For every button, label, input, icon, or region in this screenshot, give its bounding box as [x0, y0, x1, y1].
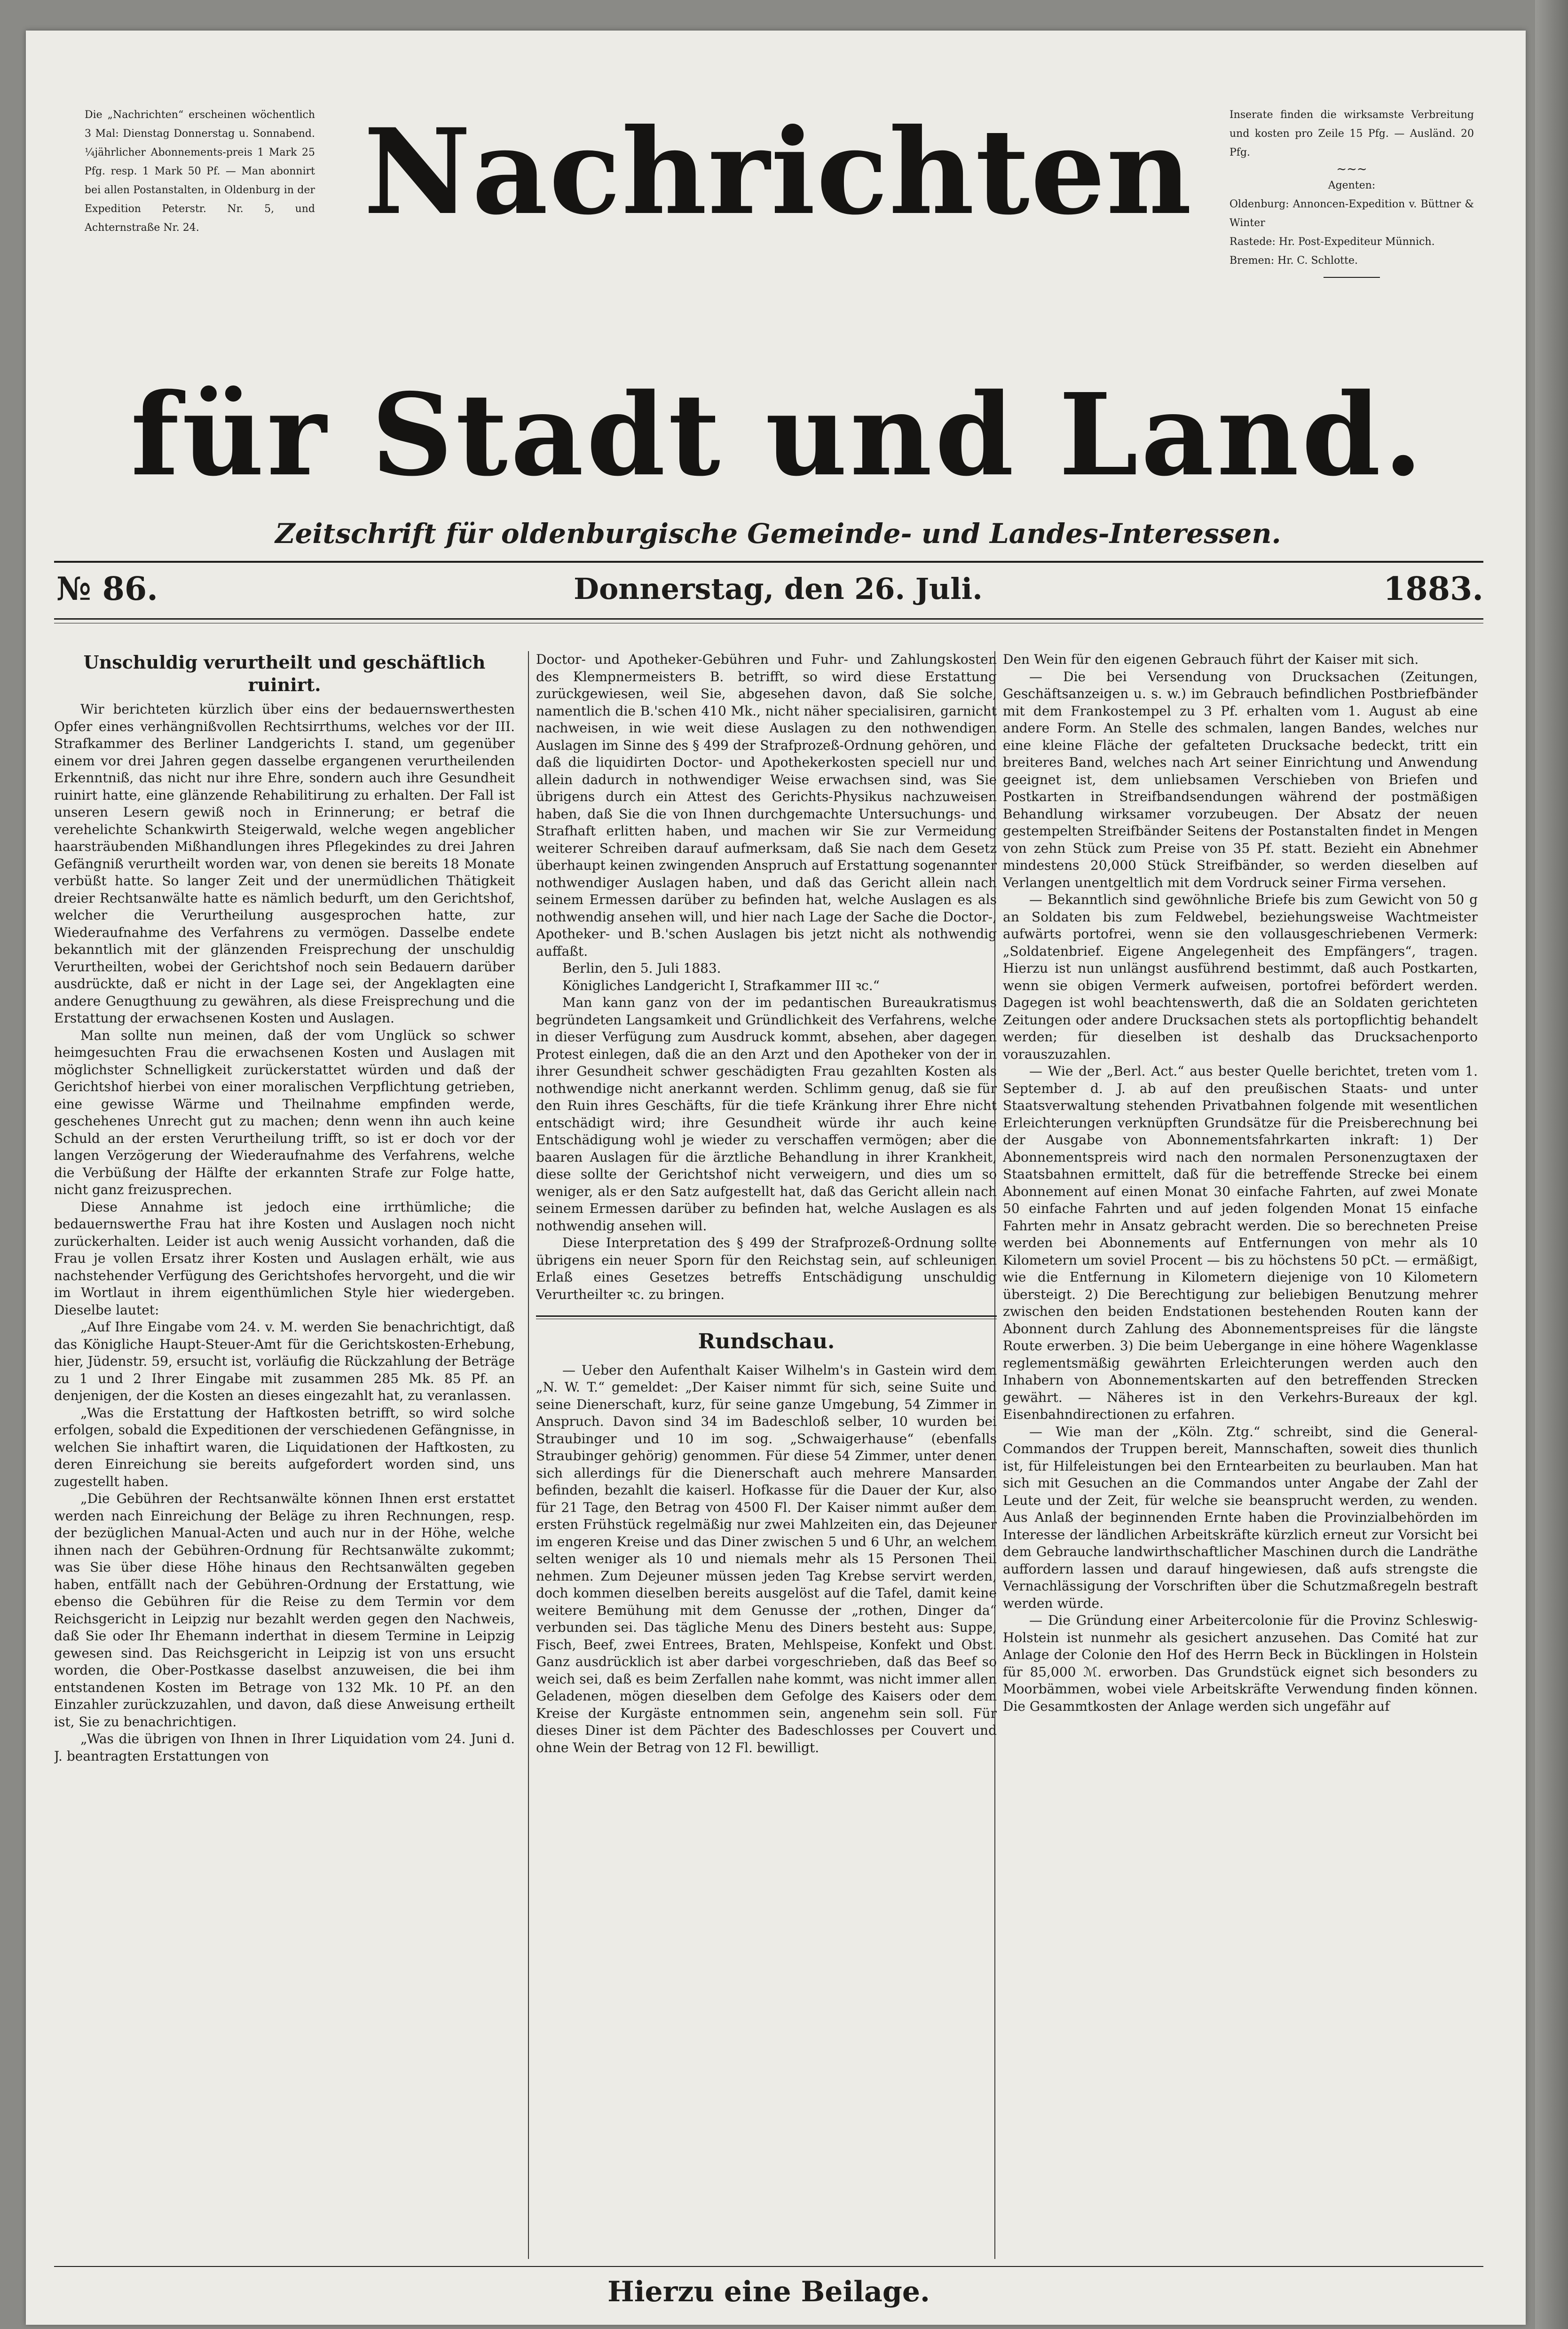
- subscription-info-text: Die „Nachrichten“ erscheinen wöchentlich 3 Mal: Dienstag Donnerstag u. Sonnabend. ¼jährlicher Abonnements-preis 1 Mark 25 Pfg. resp. 1 Mark 50 Pf. — Man abonnirt bei allen Postanstalten, in Oldenburg in der Expedition Peterstr. Nr. 5, und Achternstraße Nr. 24.: [85, 109, 315, 234]
- issue-number: № 86.: [56, 570, 158, 608]
- news-item: — Die Gründung einer Arbeitercolonie für die Provinz Schleswig-Holstein ist nunmehr als gesichert anzusehen. Das Comité hat zur Anlage der Colonie den Hof des Herrn Beck in Bücklingen in Holstein für 85,000 ℳ. erworben. Das Grundstück eignet sich besonders zu Moorbämmen, wobei viele Arbeitskräfte Verwendung finden können. Die Gesammtkosten der Anlage werden sich ungefähr auf: [1003, 1613, 1478, 1714]
- agent-bremen: Bremen: Hr. C. Schlotte.: [1229, 255, 1358, 267]
- agents-heading: Agenten:: [1328, 180, 1376, 191]
- masthead-title-line2: für Stadt und Land.: [130, 369, 1426, 501]
- ornament-divider: ~~~: [1336, 162, 1367, 176]
- column-divider-1: [528, 651, 529, 2259]
- article-paragraph: Man sollte nun meinen, daß der vom Unglück so schwer heimgesuchten Frau die erwachsenen Kosten und Auslagen mit möglichster Schnelligkeit zurückerstattet würden und daß der Gerichtshof hierbei von einer moralischen Verpflichtung getrieben, eine gewisse Wärme und Theilnahme empfinden werde, geschehenes Unrecht gut zu machen; denn wenn ihn auch keine Schuld an der ersten Verurtheilung trifft, so ist er doch vor der langen Verzögerung der Wiederaufnahme des Verfahrens, welche die Verbüßung der Hälfte der erkannten Strafe zur Folge hatte, nicht ganz freizusprechen.: [54, 1027, 515, 1197]
- section-title-rundschau: Rundschau.: [698, 1330, 835, 1353]
- article-paragraph: „Was die Erstattung der Haftkosten betrifft, so wird solche erfolgen, sobald die Expeditionen der verschiedenen Gefängnisse, in welchen Sie inhaftirt waren, die Liquidationen der Haftkosten, zu deren Einreichung sie bereits aufgefordert worden sind, uns zugestellt haben.: [54, 1405, 515, 1489]
- section-divider: [536, 1315, 997, 1319]
- news-item: — Wie der „Berl. Act.“ aus bester Quelle berichtet, treten vom 1. September d. J. ab auf den preußischen Staats- und unter Staatsverwaltung stehenden Privatbahnen folgende mit wesentlichen Erleichterungen verknüpften Grundsätze für die Preisberechnung bei der Ausgabe von Abonnementsfahrkarten inkraft: 1) Der Abonnementspreis wird nach den normalen Personenzugtaxen der Staatsbahnen ermittelt, daß für die betreffende Strecke bei einem Abonnement auf einen Monat 30 einfache Fahrten, auf zwei Monate 50 einfache Fahrten und auf jeden folgenden Monat 15 einfache Fahrten mehr in Ansatz gebracht werden. Die so berechneten Preise werden bei Abonnements auf Entfernungen von mehr als 10 Kilometern um soviel Procent — bis zu höchstens 50 pCt. — ermäßigt, wie die Entfernung in Kilometern diejenige von 10 Kilometern übersteigt. 2) Die Berechtigung zur beliebigen Benutzung mehrer zwischen den beiden Endstationen bestehenden Routen kann der Abonnent durch Zahlung des Abonnementspreises für die längste Route erwerben. 3) Die beim Uebergange in eine höhere Wagenklasse reglementsmäßig gewährten Erleichterungen werden auch den Inhabern von Abonnementskarten auf den betreffenden Strecken gewährt. — Näheres ist in den Verkehrs-Bureaux der kgl. Eisenbahndirectionen zu erfahren.: [1003, 1063, 1478, 1422]
- supplement-notice: Hierzu eine Beilage.: [607, 2275, 930, 2308]
- advertising-box-rule: [1324, 277, 1380, 278]
- subscription-info-box: [85, 106, 315, 237]
- advertising-rates-text: Inserate finden die wirksamste Verbreitung und kosten pro Zeile 15 Pfg. — Ausländ. 20 Pfg.: [1229, 109, 1474, 158]
- page-binding-edge: [1535, 0, 1568, 2329]
- article-paragraph: Man kann ganz von der im pedantischen Bureaukratismus begründeten Langsamkeit und Gründlichkeit des Verfahrens, welche in dieser Verfügung zum Ausdruck kommt, absehen, aber dagegen Protest einlegen, daß die an den Arzt und den Apotheker von der in ihrer Gesundheit schwer geschädigten Frau gezahlten Kosten als nothwendige nicht anerkannt werden. Schlimm genug, daß sie für den Ruin ihres Geschäfts, für die tiefe Kränkung ihrer Ehre nicht entschädigt wird; ihre Gesundheit würde ihr auch keine Entschädigung wohl je wieder zu verschaffen vermögen; aber die baaren Auslagen für die ärztliche Behandlung in ihrer Krankheit, diese sollte der Gerichtshof nicht verweigern, und dies um so weniger, als er den Satz aufgestellt hat, daß das Gericht allein nach seinem Ermessen darüber zu befinden hat, welche Auslagen es als nothwendig ansehen will.: [536, 995, 997, 1234]
- advertising-info-box: [1229, 106, 1474, 278]
- article-paragraph: „Was die übrigen von Ihnen in Ihrer Liquidation vom 24. Juni d. J. beantragten Erstattungen von: [54, 1731, 515, 1764]
- news-item: — Ueber den Aufenthalt Kaiser Wilhelm's in Gastein wird dem „N. W. T.“ gemeldet: „Der Kaiser nimmt für sich, seine Suite und seine Dienerschaft, kurz, für seine ganze Umgebung, 54 Zimmer in Anspruch. Davon sind 34 im Badeschloß selber, 10 wurden bei Straubinger und 10 im sog. „Schwaigerhause“ (ebenfalls Straubinger gehörig) genommen. Für diese 54 Zimmer, unter denen sich allerdings für die Dienerschaft auch mehrere Mansarden befinden, bezahlt die kaiserl. Hofkasse für die Dauer der Kur, also für 21 Tage, den Betrag von 4500 Fl. Der Kaiser nimmt außer dem ersten Frühstück regelmäßig nur zwei Mahlzeiten ein, das Dejeuner im engeren Kreise und das Diner zwischen 5 und 6 Uhr, an welchem selten weniger als 10 und niemals mehr als 15 Personen Theil nehmen. Zum Dejeuner müssen jeden Tag Krebse servirt werden, doch kommen dieselben bereits ausgelöst auf die Tafel, damit keine weitere Bemühung mit dem Genusse der „rothen, Dinger da“ verbunden sei. Das tägliche Menu des Diners besteht aus: Suppe, Fisch, Beef, zwei Entrees, Braten, Mehlspeise, Konfekt und Obst. Ganz ausdrücklich ist aber darbei vorgeschrieben, daß das Beef so weich sei, daß es beim Zerfallen nahe kommt, was nicht immer allen Geladenen, mögen dieselben dem Gefolge des Kaisers oder dem Kreise der Kurgäste entnommen sein, angenehm sein soll. Für dieses Diner ist dem Pächter des Badeschlosses per Couvert und ohne Wein der Betrag von 12 Fl. bewilligt.: [536, 1362, 997, 1755]
- issue-year: 1883.: [1383, 570, 1483, 608]
- masthead-subtitle: Zeitschrift für oldenburgische Gemeinde- und Landes-Interessen.: [275, 518, 1281, 550]
- column-3: [1003, 651, 1478, 2264]
- news-item: — Die bei Versendung von Drucksachen (Zeitungen, Geschäftsanzeigen u. s. w.) im Gebrauch befindlichen Postbriefbänder mit dem Frankostempel zu 3 Pf. erhalten vom 1. August ab eine andere Form. An Stelle des schmalen, langen Bandes, welches nur eine kleine Fläche der gefalteten Drucksache bedeckt, tritt ein breiteres Band, welches nach Art seiner Einrichtung und Anwendung geeignet ist, dem unliebsamen Verschieben von Briefen und Postkarten in Streifbandsendungen während der postmäßigen Behandlung wirksamer vorzubeugen. Der Absatz der neuen gestempelten Streifbänder Seitens der Postanstalten findet in Mengen von zehn Stück zum Preise von 35 Pf. statt. Bezieht ein Abnehmer mindestens 20,000 Stück Streifbänder, so werden dieselben auf Verlangen unentgeltlich mit dem Vordruck seiner Firma versehen.: [1003, 669, 1478, 890]
- article-signature: Königliches Landgericht I, Strafkammer III ꝛc.“: [562, 977, 880, 993]
- article-paragraph: Diese Annahme ist jedoch eine irrthümliche; die bedauernswerthe Frau hat ihre Kosten und Auslagen noch nicht zurückerhalten. Leider ist auch wenig Aussicht vorhanden, daß die Frau je vollen Ersatz ihrer Kosten und Auslagen erhält, wie aus nachstehender Verfügung des Gerichtshofes hervorgeht, und die wir im Wortlaut in ihrem eigenthümlichen Style hier wiedergeben. Dieselbe lautet:: [54, 1199, 515, 1318]
- article-paragraph: „Auf Ihre Eingabe vom 24. v. M. werden Sie benachrichtigt, daß das Königliche Haupt-Steuer-Amt für die Gerichtskosten-Erhebung, hier, Jüdenstr. 59, ersucht ist, vorläufig die Rückzahlung der Beträge zu 1 und 2 Ihrer Eingabe mit zusammen 285 Mk. 85 Pf. an denjenigen, der die Kosten an dieses eingezahlt hat, zu veranlassen.: [54, 1319, 515, 1403]
- article-title: Unschuldig verurtheilt und geschäftlich ruinirt.: [83, 652, 486, 695]
- masthead-title-line1: Nachrichten: [363, 102, 1193, 241]
- article-paragraph: Wir berichteten kürzlich über eins der bedauernswerthesten Opfer eines verhängnißvollen Rechtsirrthums, welches vor der III. Strafkammer des Berliner Landgerichts I. stand, um gegenüber einem vor drei Jahren gegen dasselbe ergangenen verurtheilenden Erkenntniß, das nicht nur ihre Ehre, sondern auch ihre Gesundheit ruinirt hatte, eine glänzende Rehabilitirung zu erhalten. Der Fall ist unseren Lesern gewiß noch in Erinnerung; er betraf die verehelichte Schankwirth Steigerwald, welche wegen angeblicher haarsträubenden Mißhandlungen ihres Pflegekindes zu drei Jahren Gefängniß verurtheilt worden war, von denen sie bereits 18 Monate verbüßt hatte. So langer Zeit und der unermüdlichen Thätigkeit dreier Rechtsanwälte hatte es nämlich bedurft, um den Gerichtshof, welcher die Verurtheilung ausgesprochen hatte, zur Wiederaufnahme des Verfahrens zu vermögen. Dasselbe endete bekanntlich mit der glänzenden Freisprechung der unschuldig Verurtheilten, wobei der Gerichtshof noch sein Bedauern darüber ausdrückte, daß er nicht in der Lage sei, der Angeklagten eine andere Genugthuung zu gewähren, als diese Freisprechung und die Erstattung der erwachsenen Kosten und Auslagen.: [54, 701, 515, 1026]
- agent-oldenburg: Oldenburg: Annoncen-Expedition v. Büttner & Winter: [1229, 198, 1474, 229]
- article-dateline: Berlin, den 5. Juli 1883.: [562, 960, 721, 976]
- issue-date: Donnerstag, den 26. Juli.: [574, 572, 983, 606]
- news-item: Den Wein für den eigenen Gebrauch führt der Kaiser mit sich.: [1003, 652, 1419, 667]
- news-item: — Bekanntlich sind gewöhnliche Briefe bis zum Gewicht von 50 g an Soldaten bis zum Feldwebel, beziehungsweise Wachtmeister aufwärts portofrei, wenn sie den vollausgeschriebenen Vermerk: „Soldatenbrief. Eigene Angelegenheit des Empfängers“, tragen. Hierzu ist nun unlängst ausführend bestimmt, daß auch Postkarten, wenn sie obigen Vermerk aufweisen, portofrei befördert werden. Dagegen ist wohl beachtenswerth, daß die an Soldaten gerichteten Zeitungen oder andere Drucksachen stets als portopflichtig behandelt werden; für dieselben ist deshalb das Drucksachenporto vorauszuzahlen.: [1003, 892, 1478, 1062]
- news-item: — Wie man der „Köln. Ztg.“ schreibt, sind die General-Commandos der Truppen bereit, Mannschaften, soweit dies thunlich ist, für Hilfeleistungen bei den Erntearbeiten zu beurlauben. Man hat sich mit Gesuchen an die Commandos unter Angabe der Zahl der Leute und der Zeit, für welche sie beansprucht werden, zu wenden. Aus Anlaß der beginnenden Ernte haben die Provinzialbehörden im Interesse der ländlichen Arbeitskräfte kürzlich erneut zur Vorsicht bei dem Gebrauche landwirthschaftlicher Maschinen durch die Landräthe auffordern lassen und darauf hingewiesen, daß aufs strengste die Vernachlässigung der Vorschriften über die Schutzmaßregeln bestraft werden würde.: [1003, 1424, 1478, 1611]
- article-paragraph: „Die Gebühren der Rechtsanwälte können Ihnen erst erstattet werden nach Einreichung der Beläge zu ihren Rechnungen, resp. der bezüglichen Manual-Acten und auch nur in der Höhe, welche ihnen nach der Gebühren-Ordnung für Rechtsanwälte zukommt; was Sie über diese Höhe hinaus den Rechtsanwälten gegeben haben, entfällt nach der Gebühren-Ordnung der Erstattung, wie ebenso die Gebühren für die Reise zu dem Termin vor dem Reichsgericht in Leipzig nur bezahlt werden gegen den Nachweis, daß Sie oder Ihr Ehemann inderthat in diesem Termine in Leipzig gewesen sind. Das Reichsgericht in Leipzig ist von uns ersucht worden, die Ober-Postkasse daselbst anzuweisen, die bei ihm entstandenen Kosten im Betrage von 132 Mk. 10 Pf. an den Einzahler zurückzuzahlen, und davon, daß diese Anweisung ertheilt ist, Sie zu benachrichtigen.: [54, 1491, 515, 1730]
- agent-rastede: Rastede: Hr. Post-Expediteur Münnich.: [1229, 236, 1435, 248]
- column-2: [536, 651, 997, 2264]
- newspaper-page: [26, 31, 1526, 2325]
- footer-rule: [54, 2266, 1483, 2267]
- column-1: [54, 651, 515, 2264]
- article-paragraph: Diese Interpretation des § 499 der Strafprozeß-Ordnung sollte übrigens ein neuer Sporn für den Reichstag sein, auf schleunigen Erlaß eines Gesetzes betreffs Entschädigung unschuldig Verurtheilter ꝛc. zu bringen.: [536, 1235, 997, 1302]
- article-paragraph: Doctor- und Apotheker-Gebühren und Fuhr- und Zahlungskosten des Klempnermeisters B. betrifft, so wird diese Erstattung zurückgewiesen, weil Sie, abgesehen davon, daß Sie solche, namentlich die B.'schen 410 Mk., nicht näher specialisiren, garnicht nachweisen, in wie weit diese Auslagen zu den nothwendigen Auslagen im Sinne des § 499 der Strafprozeß-Ordnung gehören, und daß die liquidirten Doctor- und Apothekerkosten speciell nur und allein dadurch in nothwendiger Weise erwachsen sind, was Sie übrigens durch ein Attest des Gerichts-Physikus nachzuweisen haben, daß Sie die von Ihnen durchgemachte Untersuchungs- und Strafhaft erlitten haben, und machen wir Sie zur Vermeidung weiterer Schreiben darauf aufmerksam, daß Sie nach dem Gesetz überhaupt keinen zwingenden Anspruch auf Erstattung sogenannter nothwendiger Auslagen haben, und daß das Gericht allein nach seinem Ermessen darüber zu befinden hat, welche Auslagen es als nothwendig ansehen will, und hier nach Lage der Sache die Doctor-, Apotheker- und B.'schen Auslagen bis jetzt nicht als nothwendig auffaßt.: [536, 652, 997, 959]
- dateline-top-rule: [54, 561, 1483, 563]
- dateline-bottom-rule: [54, 618, 1483, 620]
